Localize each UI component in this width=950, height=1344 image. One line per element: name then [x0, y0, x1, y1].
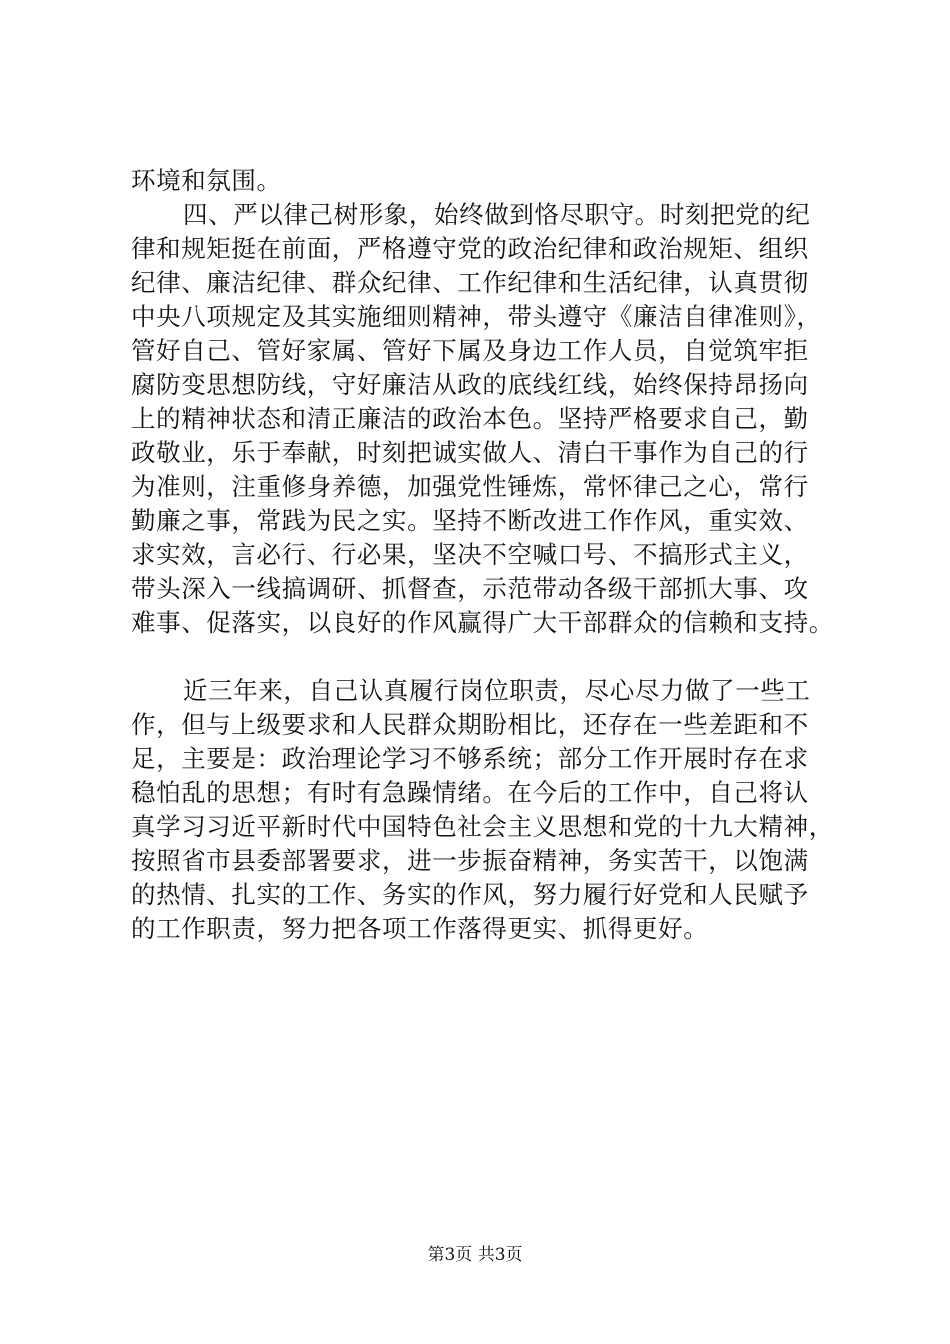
text-line: 为准则，注重修身养德，加强党性锤炼，常怀律己之心，常行: [131, 472, 809, 501]
text-line: 按照省市县委部署要求，进一步振奋精神，务实苦干，以饱满: [131, 846, 809, 875]
document-body: [131, 164, 846, 946]
text-line: 中央八项规定及其实施细则精神，带头遵守《廉洁自律准则》，: [131, 302, 822, 331]
text-line: 管好自己、管好家属、管好下属及身边工作人员，自觉筑牢拒: [131, 336, 809, 365]
paragraph-summary: [131, 674, 846, 946]
text-line: 腐防变思想防线，守好廉洁从政的底线红线，始终保持昂扬向: [131, 370, 809, 399]
page-number: 第3页 共3页: [427, 1245, 523, 1265]
text-line: 足，主要是：政治理论学习不够系统；部分工作开展时存在求: [131, 744, 809, 773]
text-line: 求实效，言必行、行必果，坚决不空喊口号、不搞形式主义，: [131, 540, 809, 569]
text-line: 纪律、廉洁纪律、群众纪律、工作纪律和生活纪律，认真贯彻: [131, 268, 809, 297]
text-line: 的热情、扎实的工作、务实的作风，努力履行好党和人民赋予: [131, 880, 809, 909]
text-line: 四、严以律己树形象，始终做到恪尽职守。时刻把党的纪: [183, 200, 811, 229]
text-line: 律和规矩挺在前面，严格遵守党的政治纪律和政治规矩、组织: [131, 234, 809, 263]
page-footer: [0, 1243, 950, 1267]
paragraph-continuation: [131, 164, 846, 198]
text-line: 作，但与上级要求和人民群众期盼相比，还存在一些差距和不: [131, 710, 809, 739]
paragraph-four-self-discipline: [131, 198, 846, 640]
text-line: 难事、促落实，以良好的作风赢得广大干部群众的信赖和支持。: [131, 608, 834, 637]
paragraph-spacer: [131, 640, 846, 674]
text-line: 勤廉之事，常践为民之实。坚持不断改进工作作风，重实效、: [131, 506, 809, 535]
text-line: 的工作职责，努力把各项工作落得更实、抓得更好。: [131, 914, 709, 943]
text-line: 真学习习近平新时代中国特色社会主义思想和党的十九大精神，: [131, 812, 834, 841]
text-line: 环境和氛围。: [131, 166, 282, 195]
text-line: 稳怕乱的思想；有时有急躁情绪。在今后的工作中，自己将认: [131, 778, 809, 807]
text-line: 政敬业，乐于奉献，时刻把诚实做人、清白干事作为自己的行: [131, 438, 809, 467]
text-line: 带头深入一线搞调研、抓督查，示范带动各级干部抓大事、攻: [131, 574, 809, 603]
text-line: 上的精神状态和清正廉洁的政治本色。坚持严格要求自己，勤: [131, 404, 809, 433]
text-line: 近三年来，自己认真履行岗位职责，尽心尽力做了一些工: [183, 676, 811, 705]
